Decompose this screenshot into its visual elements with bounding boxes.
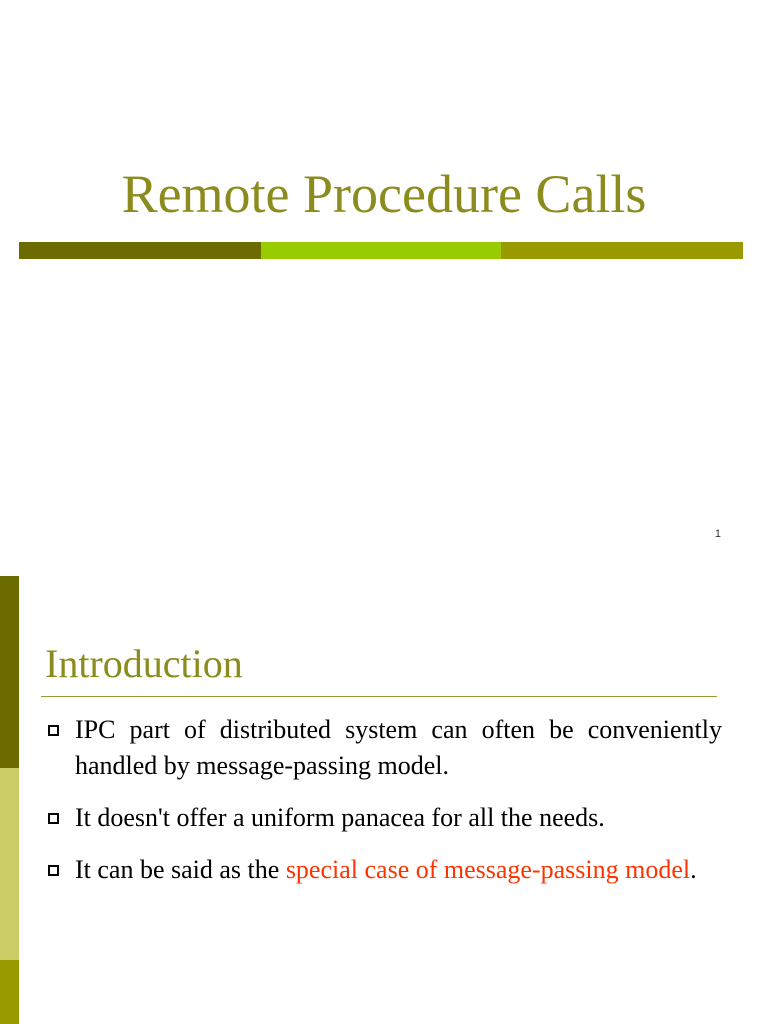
bar-segment-olive xyxy=(501,242,743,259)
bar-segment-green xyxy=(261,242,501,259)
bullet-text-suffix: . xyxy=(690,855,697,884)
bullet-text: IPC part of distributed system can often be conveniently handled by message-passing model. xyxy=(75,715,722,780)
bar-segment-dark xyxy=(19,242,261,259)
side-color-strip xyxy=(0,576,19,1024)
bullet-item xyxy=(48,712,722,784)
slide-heading: Introduction xyxy=(45,641,243,686)
heading-divider xyxy=(41,696,717,697)
square-bullet-icon xyxy=(48,865,59,876)
square-bullet-icon xyxy=(48,725,59,736)
bullet-list xyxy=(48,712,722,904)
page-number: 1 xyxy=(714,528,721,540)
slide-title: Remote Procedure Calls xyxy=(121,164,647,224)
side-strip-light xyxy=(0,768,19,960)
bullet-text: It doesn't offer a uniform panacea for all the needs. xyxy=(75,803,605,832)
square-bullet-icon xyxy=(48,813,59,824)
side-strip-olive xyxy=(0,960,19,1024)
bullet-item xyxy=(48,800,722,836)
title-underline-bar xyxy=(19,242,743,259)
introduction-slide xyxy=(0,576,768,1024)
side-strip-dark xyxy=(0,576,19,768)
bullet-highlight-text: special case of message-passing model xyxy=(285,855,691,884)
bullet-item xyxy=(48,852,722,888)
bullet-text-prefix: It can be said as the xyxy=(75,855,286,884)
